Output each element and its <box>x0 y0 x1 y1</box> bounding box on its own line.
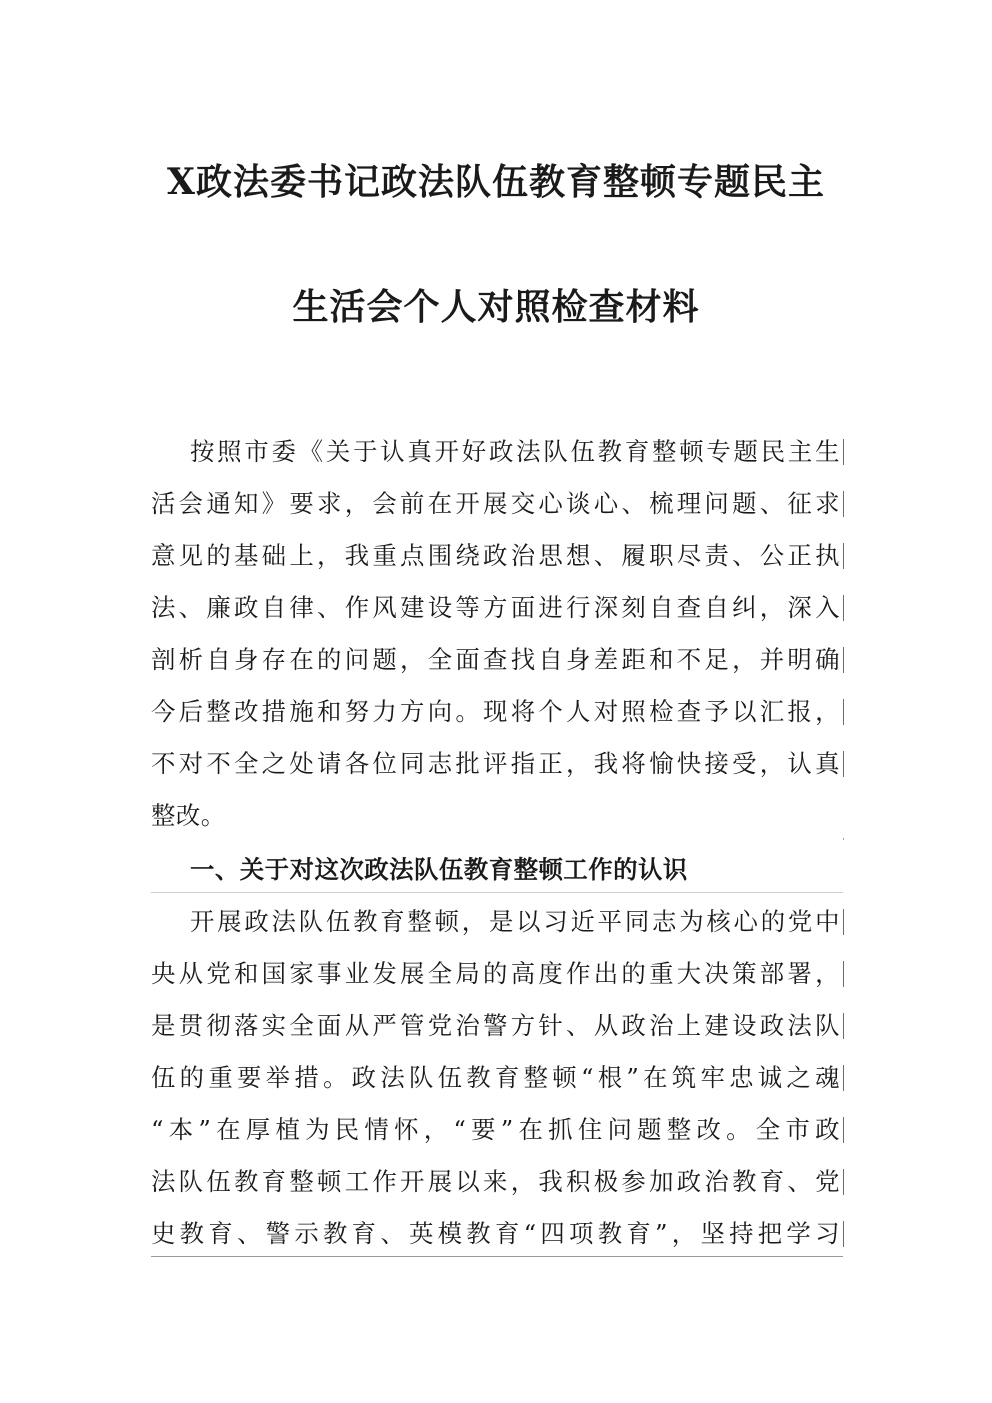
paragraph-line: 活会通知》要求，会前在开展交心谈心、梳理问题、征求 <box>151 489 840 518</box>
margin-mark <box>843 595 844 621</box>
section-heading: 一、关于对这次政法队伍教育整顿工作的认识 <box>190 855 688 884</box>
paragraph-line: 法、廉政自律、作风建设等方面进行深刻自查自纠，深入 <box>151 593 840 622</box>
page-bottom-rule <box>151 1256 843 1257</box>
margin-mark <box>843 838 844 840</box>
margin-mark <box>843 439 844 465</box>
paragraph-line: 按照市委《关于认真开好政法队伍教育整顿专题民主生 <box>190 437 840 466</box>
paragraph-line: 是贯彻落实全面从严管党治警方针、从政治上建设政法队 <box>151 1011 840 1040</box>
margin-mark <box>843 491 844 517</box>
paragraph-line: 央从党和国家事业发展全局的高度作出的重大决策部署， <box>151 959 840 988</box>
margin-mark <box>843 699 844 725</box>
margin-mark <box>843 961 844 987</box>
paragraph-line: 意见的基础上，我重点围绕政治思想、履职尽责、公正执 <box>151 541 840 570</box>
margin-mark <box>843 1065 844 1091</box>
margin-mark <box>843 1221 844 1247</box>
paragraph-line: 不对不全之处请各位同志批评指正，我将愉快接受，认真 <box>151 749 840 778</box>
paragraph-line: 剖析自身存在的问题，全面查找自身差距和不足，并明确 <box>151 645 840 674</box>
margin-mark <box>843 1117 844 1143</box>
paragraph-line: 今后整改措施和努力方向。现将个人对照检查予以汇报， <box>151 697 840 726</box>
paragraph-line: 开展政法队伍教育整顿，是以习近平同志为核心的党中 <box>190 907 840 936</box>
margin-mark <box>843 909 844 935</box>
margin-mark <box>843 543 844 569</box>
paragraph-line: 法队伍教育整顿工作开展以来，我积极参加政治教育、党 <box>151 1167 840 1196</box>
margin-mark <box>843 647 844 673</box>
divider <box>151 892 843 893</box>
paragraph-line: 整改。 <box>151 801 226 830</box>
paragraph-line: 史教育、警示教育、英模教育“四项教育”，坚持把学习 <box>151 1219 840 1248</box>
margin-mark <box>843 1013 844 1039</box>
document-title-line-2: 生活会个人对照检查材料 <box>292 286 700 328</box>
paragraph-line: 伍的重要举措。政法队伍教育整顿“根”在筑牢忠诚之魂 <box>151 1063 840 1092</box>
margin-mark <box>843 751 844 777</box>
paragraph-line: “本”在厚植为民情怀，“要”在抓住问题整改。全市政 <box>151 1115 840 1144</box>
margin-mark <box>843 1169 844 1195</box>
document-title-line-1: X政法委书记政法队伍教育整顿专题民主 <box>167 161 825 203</box>
